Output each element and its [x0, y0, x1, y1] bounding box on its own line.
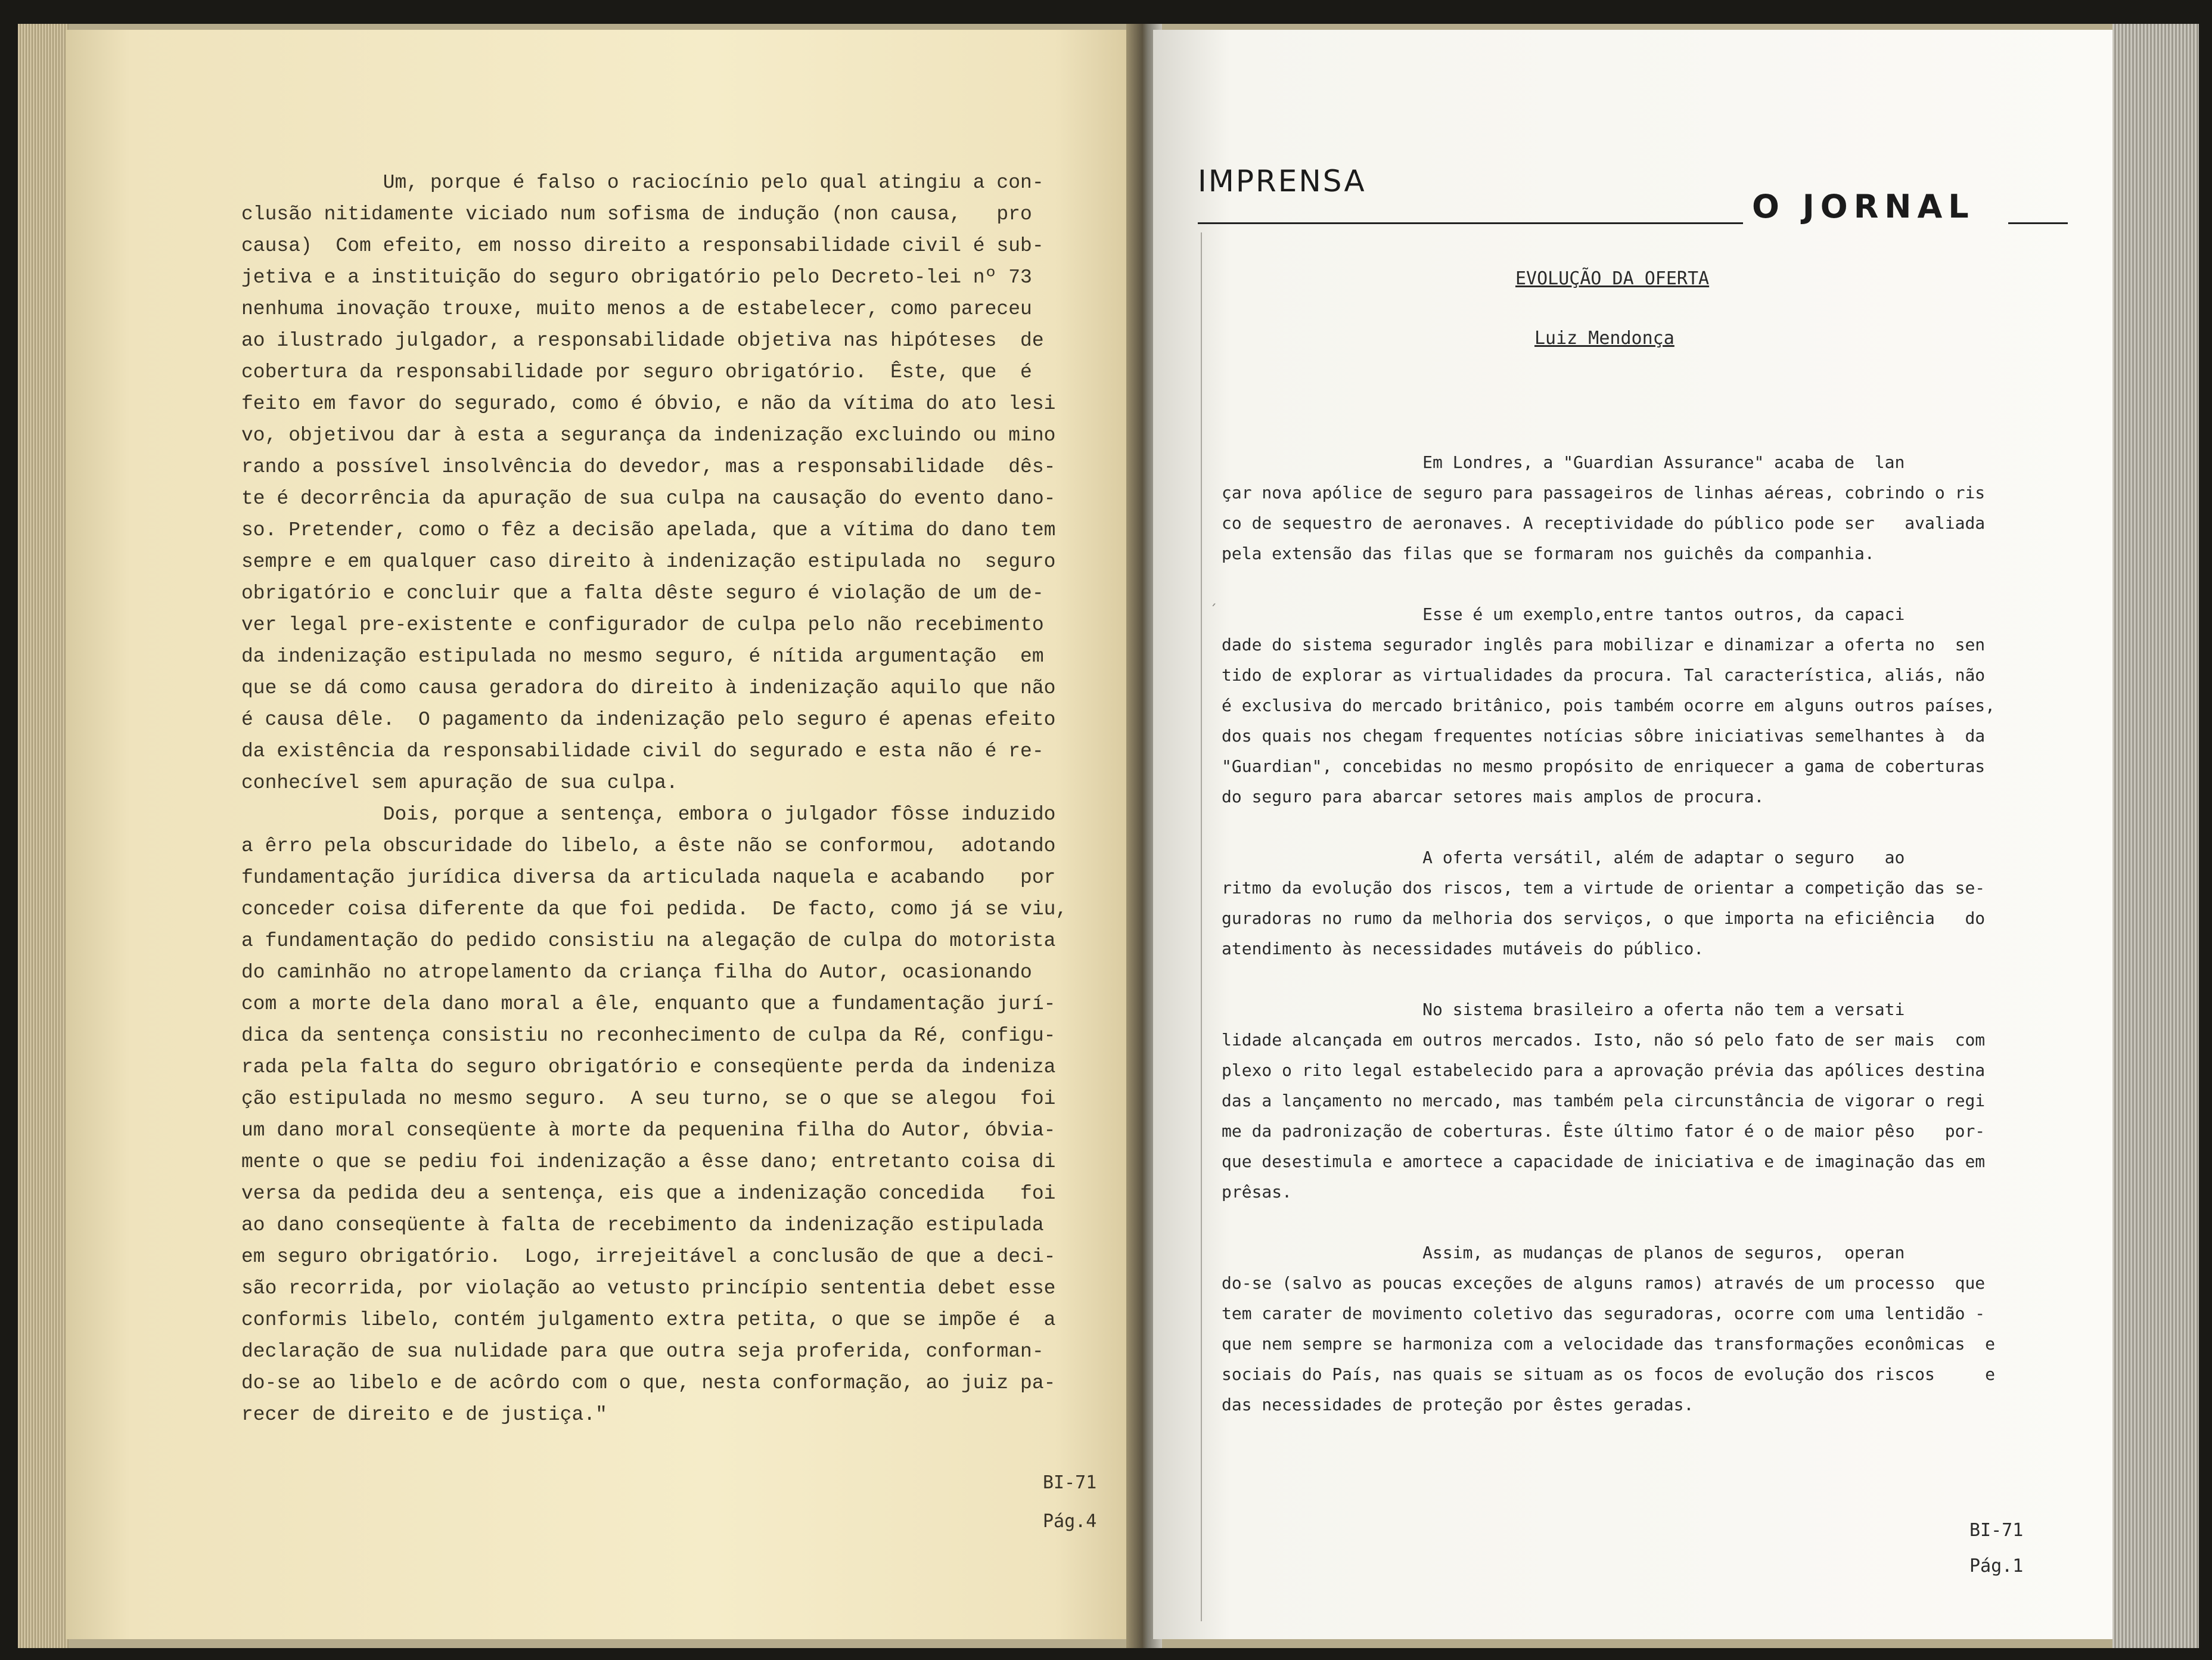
text-line: conformis libelo, contém julgamento extra petita, o que se impõe é a: [241, 1309, 1056, 1331]
text-line: que se dá como causa geradora do direito à indenização aquilo que não: [241, 677, 1056, 699]
text-line: lidade alcançada em outros mercados. Isto, não só pelo fato de ser mais com: [1222, 1030, 1986, 1050]
text-line: recer de direito e de justiça.": [241, 1404, 607, 1426]
text-line: te é decorrência da apuração de sua culpa na causação do evento dano-: [241, 488, 1056, 510]
text-line: dos quais nos chegam frequentes notícias sôbre iniciativas semelhantes à da: [1222, 726, 1986, 746]
open-binder: [18, 24, 2199, 1648]
masthead-rule: [1198, 222, 1743, 224]
text-line: das necessidades de proteção por êstes geradas.: [1222, 1395, 1694, 1414]
text-line: pela extensão das filas que se formaram nos guichês da companhia.: [1222, 544, 1875, 563]
text-line: das a lançamento no mercado, mas também pela circunstância de vigorar o regi: [1222, 1091, 1986, 1110]
text-line: da indenização estipulada no mesmo seguro, é nítida argumentação em: [241, 646, 1044, 668]
text-line: com a morte dela dano moral a êle, enquanto que a fundamentação jurí-: [241, 993, 1056, 1015]
text-line: do caminhão no atropelamento da criança filha do Autor, ocasionando: [241, 961, 1032, 983]
text-line: so. Pretender, como o fêz a decisão apelada, que a vítima do dano tem: [241, 519, 1056, 541]
text-line: me da padronização de coberturas. Êste último fator é o de maior pêso por-: [1222, 1121, 1986, 1141]
text-line: ver legal pre-existente e configurador de culpa pelo não recebimento: [241, 614, 1044, 636]
text-line: No sistema brasileiro a oferta não tem a versati: [1222, 1000, 1905, 1019]
text-line: [1222, 1207, 2044, 1237]
text-line: cobertura da responsabilidade por seguro obrigatório. Êste, que é: [241, 361, 1032, 383]
text-line: a fundamentação do pedido consistiu na alegação de culpa do motorista: [241, 930, 1056, 952]
text-line: rando a possível insolvência do devedor, mas a responsabilidade dês-: [241, 456, 1056, 478]
masthead-rule-end: [2008, 222, 2068, 224]
text-line: ritmo da evolução dos riscos, tem a virtude de orientar a competição das se-: [1222, 878, 1986, 898]
text-line: é causa dêle. O pagamento da indenização pelo seguro é apenas efeito: [241, 709, 1056, 731]
masthead-imprensa: IMPRENSA: [1198, 164, 1366, 198]
left-footer-code: BI-71: [1043, 1472, 1097, 1493]
text-line: que desestimula e amortece a capacidade de iniciativa e de imaginação das em: [1222, 1152, 1986, 1171]
left-body-text: [241, 167, 1141, 1431]
right-page: [1153, 30, 2112, 1639]
text-line: jetiva e a instituição do seguro obrigatório pelo Decreto-lei nº 73: [241, 266, 1032, 288]
text-line: mente o que se pediu foi indenização a êsse dano; entretanto coisa di: [241, 1151, 1056, 1173]
text-line: a êrro pela obscuridade do libelo, a êste não se conformou, adotando: [241, 835, 1056, 857]
text-line: feito em favor do segurado, como é óbvio, e não da vítima do ato lesi: [241, 393, 1056, 415]
text-line: "Guardian", concebidas no mesmo propósito de enriquecer a gama de coberturas: [1222, 756, 1986, 776]
text-line: ção estipulada no mesmo seguro. A seu turno, se o que se alegou foi: [241, 1088, 1056, 1110]
text-line: causa) Com efeito, em nosso direito a responsabilidade civil é sub-: [241, 235, 1044, 257]
left-page-stack: [18, 24, 69, 1648]
right-footer-code: BI-71: [1969, 1520, 2024, 1541]
text-line: rada pela falta do seguro obrigatório e conseqüente perda da indeniza: [241, 1056, 1056, 1078]
right-footer-page-number: Pág.1: [1969, 1556, 2024, 1577]
text-line: Em Londres, a "Guardian Assurance" acaba de lan: [1222, 452, 1905, 472]
text-line: [1222, 569, 2044, 599]
text-line: atendimento às necessidades mutáveis do público.: [1222, 939, 1704, 958]
right-page-stack: [2112, 24, 2199, 1648]
text-line: conceder coisa diferente da que foi pedida. De facto, como já se viu,: [241, 898, 1068, 920]
article-title: EVOLUÇÃO DA OFERTA: [1515, 268, 1710, 289]
text-line: versa da pedida deu a sentença, eis que a indenização concedida foi: [241, 1183, 1056, 1205]
text-line: A oferta versátil, além de adaptar o seguro ao: [1222, 848, 1905, 867]
text-line: do seguro para abarcar setores mais amplos de procura.: [1222, 787, 1764, 806]
text-line: dica da sentença consistiu no reconhecimento de culpa da Ré, configu-: [241, 1025, 1056, 1047]
text-line: em seguro obrigatório. Logo, irrejeitável a conclusão de que a deci-: [241, 1246, 1056, 1268]
text-line: prêsas.: [1222, 1182, 1293, 1202]
text-line: Dois, porque a sentença, embora o julgador fôsse induzido: [241, 803, 1056, 826]
text-line: Assim, as mudanças de planos de seguros, operan: [1222, 1243, 1905, 1262]
text-line: tem carater de movimento coletivo das seguradoras, ocorre com uma lentidão -: [1222, 1304, 1986, 1323]
text-line: sempre e em qualquer caso direito à indenização estipulada no seguro: [241, 551, 1056, 573]
text-line: [1222, 812, 2044, 842]
text-line: do-se ao libelo e de acôrdo com o que, nesta conformação, ao juiz pa-: [241, 1372, 1056, 1394]
text-line: do-se (salvo as poucas exceções de alguns ramos) através de um processo que: [1222, 1273, 1986, 1293]
ink-speck: ˊ: [1210, 602, 1217, 619]
article-body: [1222, 447, 2044, 1420]
text-line: é exclusiva do mercado britânico, pois também ocorre em alguns outros países,: [1222, 696, 1996, 715]
text-line: são recorrida, por violação ao vetusto princípio sententia debet esse: [241, 1277, 1056, 1299]
text-line: çar nova apólice de seguro para passageiros de linhas aéreas, cobrindo o ris: [1222, 483, 1986, 502]
text-line: um dano moral conseqüente à morte da pequenina filha do Autor, óbvia-: [241, 1119, 1056, 1141]
text-line: [1222, 964, 2044, 994]
text-line: Esse é um exemplo,entre tantos outros, da capaci: [1222, 604, 1905, 624]
left-page: [66, 30, 1141, 1639]
article-author: Luiz Mendonça: [1534, 328, 1674, 349]
text-line: co de sequestro de aeronaves. A receptividade do público pode ser avaliada: [1222, 513, 1986, 533]
text-line: guradoras no rumo da melhoria dos serviços, o que importa na eficiência do: [1222, 908, 1986, 928]
text-line: dade do sistema segurador inglês para mobilizar e dinamizar a oferta no sen: [1222, 635, 1986, 654]
margin-line: [1201, 232, 1202, 1621]
left-footer-page-number: Pág.4: [1043, 1511, 1097, 1532]
text-line: conhecível sem apuração de sua culpa.: [241, 772, 678, 794]
text-line: vo, objetivou dar à esta a segurança da indenização excluindo ou mino: [241, 424, 1056, 446]
text-line: ao dano conseqüente à falta de recebimento da indenização estipulada: [241, 1214, 1044, 1236]
text-line: ao ilustrado julgador, a responsabilidade objetiva nas hipóteses de: [241, 330, 1044, 352]
masthead-o-jornal: O JORNAL: [1752, 188, 1975, 225]
text-line: que nem sempre se harmoniza com a velocidade das transformações econômicas e: [1222, 1334, 1996, 1354]
text-line: obrigatório e concluir que a falta dêste seguro é violação de um de-: [241, 582, 1044, 604]
text-line: tido de explorar as virtualidades da procura. Tal característica, aliás, não: [1222, 665, 1986, 685]
text-line: plexo o rito legal estabelecido para a aprovação prévia das apólices destina: [1222, 1060, 1986, 1080]
text-line: Um, porque é falso o raciocínio pelo qual atingiu a con-: [241, 172, 1044, 194]
text-line: nenhuma inovação trouxe, muito menos a de estabelecer, como pareceu: [241, 298, 1032, 320]
text-line: da existência da responsabilidade civil do segurado e esta não é re-: [241, 740, 1044, 762]
text-line: clusão nitidamente viciado num sofisma de indução (non causa, pro: [241, 203, 1032, 225]
text-line: fundamentação jurídica diversa da articulada naquela e acabando por: [241, 867, 1056, 889]
text-line: declaração de sua nulidade para que outra seja proferida, conforman-: [241, 1341, 1044, 1363]
text-line: sociais do País, nas quais se situam as os focos de evolução dos riscos e: [1222, 1364, 1996, 1384]
